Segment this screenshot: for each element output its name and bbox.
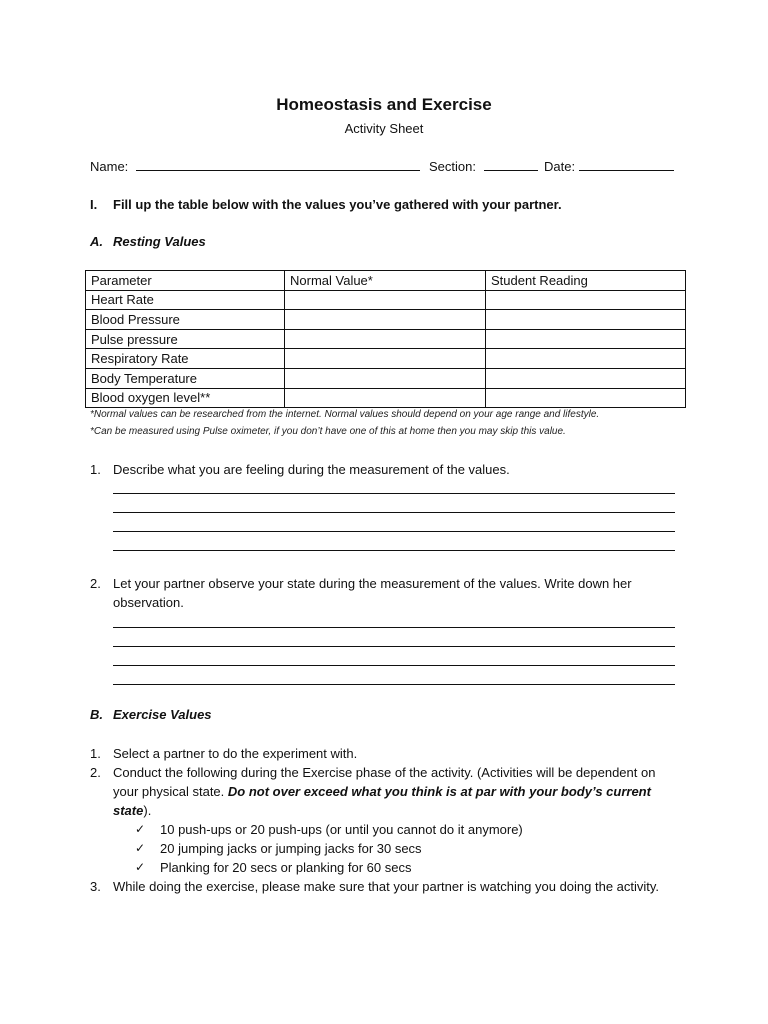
table-header-cell: Normal Value*: [285, 271, 486, 291]
item-text-end: ).: [143, 803, 152, 818]
date-blank[interactable]: [579, 158, 674, 171]
answer-line[interactable]: [113, 550, 675, 551]
checklist-item: [90, 839, 680, 858]
table-row: [86, 290, 686, 310]
checklist-item: [90, 820, 680, 839]
date-field[interactable]: [544, 158, 674, 174]
parameter-cell: Blood Pressure: [86, 310, 285, 330]
document-subtitle: Activity Sheet: [344, 121, 424, 136]
item-number: 2.: [90, 765, 101, 780]
section-one-number: I.: [90, 197, 98, 212]
normal-value-cell[interactable]: [285, 349, 486, 369]
exercise-instructions: [90, 744, 680, 896]
parameter-cell: Heart Rate: [86, 290, 285, 310]
checklist-text: 10 push-ups or 20 push-ups (or until you cannot do it anymore): [160, 822, 523, 837]
resting-values-table: [85, 270, 686, 408]
table-row: [86, 349, 686, 369]
table-row: [86, 368, 686, 388]
question-text: Describe what you are feeling during the measurement of the values.: [113, 462, 510, 477]
answer-line[interactable]: [113, 493, 675, 494]
normal-value-cell[interactable]: [285, 368, 486, 388]
answer-line[interactable]: [113, 665, 675, 666]
student-reading-cell[interactable]: [486, 388, 686, 408]
name-label: Name:: [90, 159, 129, 174]
answer-line[interactable]: [113, 646, 675, 647]
table-row: [86, 329, 686, 349]
checklist-text: 20 jumping jacks or jumping jacks for 30 secs: [160, 841, 422, 856]
answer-line[interactable]: [113, 684, 675, 685]
question-text: Let your partner observe your state during the measurement of the values. Write down her observation.: [113, 576, 632, 610]
normal-value-cell[interactable]: [285, 329, 486, 349]
part-a-number: A.: [90, 234, 103, 249]
student-reading-cell[interactable]: [486, 290, 686, 310]
checkmark-icon: ✓: [135, 822, 146, 836]
table-row: [86, 310, 686, 330]
part-b-title: Exercise Values: [113, 707, 212, 722]
student-reading-cell[interactable]: [486, 310, 686, 330]
normal-value-cell[interactable]: [285, 290, 486, 310]
question-number: 2.: [90, 576, 101, 591]
document-title: Homeostasis and Exercise: [276, 95, 492, 114]
table-header-cell: Parameter: [86, 271, 285, 291]
item-emphasis: Do not over exceed what you think is at par with your body’s current state: [113, 784, 651, 818]
part-a-heading: [90, 234, 206, 249]
normal-value-cell[interactable]: [285, 388, 486, 408]
question-number: 1.: [90, 462, 101, 477]
item-text: While doing the exercise, please make sure that your partner is watching you doing the activity.: [113, 879, 660, 894]
item-number: 1.: [90, 746, 101, 761]
list-item: [90, 744, 680, 763]
date-label: Date:: [544, 159, 576, 174]
answer-line[interactable]: [113, 512, 675, 513]
checkmark-icon: ✓: [135, 860, 146, 874]
list-item: [90, 877, 680, 896]
parameter-cell: Body Temperature: [86, 368, 285, 388]
name-blank[interactable]: [136, 158, 420, 171]
answer-line[interactable]: [113, 531, 675, 532]
section-one-text: Fill up the table below with the values you’ve gathered with your partner.: [113, 197, 562, 212]
section-one-heading: [90, 197, 562, 212]
name-field[interactable]: [90, 158, 420, 174]
part-b-heading: [90, 707, 212, 722]
item-text: Select a partner to do the experiment with.: [113, 746, 358, 761]
question-2: [90, 574, 680, 612]
checklist-item: [90, 858, 680, 877]
list-item: [90, 763, 680, 820]
question-1: [90, 460, 680, 479]
checkmark-icon: ✓: [135, 841, 146, 855]
student-reading-cell[interactable]: [486, 349, 686, 369]
section-blank[interactable]: [484, 158, 538, 171]
answer-line[interactable]: [113, 627, 675, 628]
item-number: 3.: [90, 879, 101, 894]
part-a-title: Resting Values: [113, 234, 206, 249]
table-row: [86, 388, 686, 408]
checklist-text: Planking for 20 secs or planking for 60 secs: [160, 860, 412, 875]
student-reading-cell[interactable]: [486, 368, 686, 388]
parameter-cell: Respiratory Rate: [86, 349, 285, 369]
footnote-normal-values: *Normal values can be researched from the internet. Normal values should depend on your age range and lifestyle.: [90, 409, 600, 420]
normal-value-cell[interactable]: [285, 310, 486, 330]
table-header-cell: Student Reading: [486, 271, 686, 291]
student-reading-cell[interactable]: [486, 329, 686, 349]
part-b-number: B.: [90, 707, 103, 722]
item-text: Conduct the following during the Exercise phase of the activity. (Activities will be dependent on your physical state.: [113, 765, 656, 799]
footnote-pulse-oximeter: *Can be measured using Pulse oximeter, if you don’t have one of this at home then you may skip this value.: [90, 426, 566, 437]
parameter-cell: Blood oxygen level**: [86, 388, 285, 408]
section-field[interactable]: [429, 158, 538, 174]
parameter-cell: Pulse pressure: [86, 329, 285, 349]
table-header-row: [86, 271, 686, 291]
section-label: Section:: [429, 159, 476, 174]
